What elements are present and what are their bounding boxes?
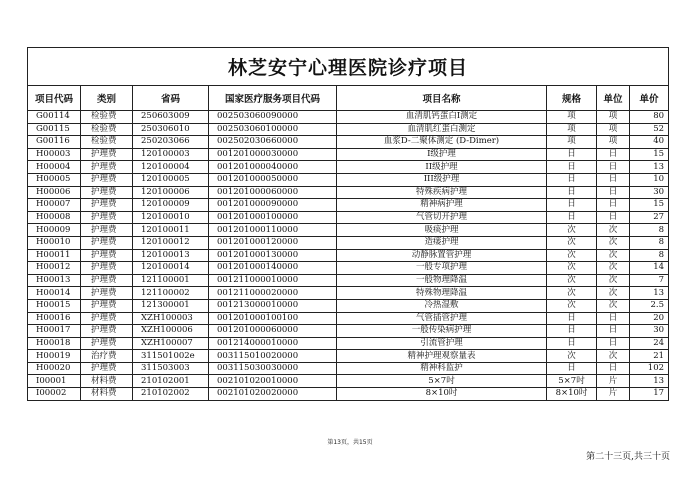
price-list-sheet: [27, 47, 668, 401]
cell-item-name: III级护理: [337, 173, 547, 186]
cell-province-code: 120100011: [133, 224, 209, 237]
cell-spec: 日: [547, 173, 597, 186]
cell-item-code: H00010: [28, 236, 81, 249]
cell-item-name: 精神科监护: [337, 362, 547, 375]
cell-national-code: 001201000140000: [209, 262, 337, 275]
cell-category: 护理费: [81, 199, 133, 212]
cell-price: 40: [630, 136, 669, 149]
cell-price: 8: [630, 249, 669, 262]
cell-spec: 项: [547, 123, 597, 136]
cell-spec: 项: [547, 136, 597, 149]
cell-item-name: 5×7吋: [337, 375, 547, 388]
column-header-price: 单价: [630, 86, 669, 111]
cell-province-code: 120100014: [133, 262, 209, 275]
cell-spec: 日: [547, 199, 597, 212]
cell-item-code: H00003: [28, 148, 81, 161]
cell-unit: 日: [597, 337, 630, 350]
cell-national-code: 002101020010000: [209, 375, 337, 388]
cell-province-code: 120100004: [133, 161, 209, 174]
table-row: [28, 262, 669, 275]
table-row: [28, 111, 669, 124]
table-row: [28, 224, 669, 237]
cell-category: 护理费: [81, 312, 133, 325]
cell-price: 8: [630, 224, 669, 237]
cell-item-code: H00009: [28, 224, 81, 237]
cell-item-name: I级护理: [337, 148, 547, 161]
cell-price: 52: [630, 123, 669, 136]
cell-spec: 次: [547, 287, 597, 300]
cell-price: 13: [630, 287, 669, 300]
cell-national-code: 001201000090000: [209, 199, 337, 212]
cell-item-code: H00015: [28, 299, 81, 312]
cell-spec: 次: [547, 262, 597, 275]
cell-item-code: H00017: [28, 325, 81, 338]
cell-item-code: H00006: [28, 186, 81, 199]
cell-price: 14: [630, 262, 669, 275]
cell-price: 27: [630, 211, 669, 224]
cell-national-code: 002503060100000: [209, 123, 337, 136]
column-header-category: 类别: [81, 86, 133, 111]
table-row: [28, 249, 669, 262]
cell-national-code: 001211000010000: [209, 274, 337, 287]
cell-national-code: 001201000060000: [209, 325, 337, 338]
cell-category: 护理费: [81, 186, 133, 199]
cell-item-name: 一般专项护理: [337, 262, 547, 275]
page-note: 第二十三页,共三十页: [586, 452, 670, 462]
cell-spec: 次: [547, 299, 597, 312]
cell-price: 102: [630, 362, 669, 375]
table-row: [28, 186, 669, 199]
cell-national-code: 001214000010000: [209, 337, 337, 350]
cell-item-code: H00005: [28, 173, 81, 186]
cell-category: 护理费: [81, 274, 133, 287]
cell-unit: 次: [597, 236, 630, 249]
cell-unit: 日: [597, 173, 630, 186]
cell-price: 7: [630, 274, 669, 287]
cell-spec: 次: [547, 249, 597, 262]
cell-national-code: 003115030030000: [209, 362, 337, 375]
cell-unit: 日: [597, 362, 630, 375]
column-header-spec: 规格: [547, 86, 597, 111]
cell-category: 护理费: [81, 262, 133, 275]
cell-spec: 日: [547, 161, 597, 174]
cell-national-code: 001201000130000: [209, 249, 337, 262]
cell-item-name: 冷热湿敷: [337, 299, 547, 312]
cell-national-code: 001213000010000: [209, 299, 337, 312]
cell-national-code: 001201000030000: [209, 148, 337, 161]
cell-category: 护理费: [81, 362, 133, 375]
table-row: [28, 161, 669, 174]
cell-item-code: H00020: [28, 362, 81, 375]
cell-item-code: H00007: [28, 199, 81, 212]
cell-price: 15: [630, 148, 669, 161]
cell-unit: 日: [597, 199, 630, 212]
cell-unit: 次: [597, 299, 630, 312]
cell-category: 护理费: [81, 249, 133, 262]
cell-province-code: 120100010: [133, 211, 209, 224]
cell-item-name: 气管插管护理: [337, 312, 547, 325]
cell-unit: 次: [597, 224, 630, 237]
table-row: [28, 236, 669, 249]
cell-price: 2.5: [630, 299, 669, 312]
cell-category: 护理费: [81, 337, 133, 350]
cell-category: 检验费: [81, 136, 133, 149]
cell-item-name: 血浆D-二聚体测定 (D-Dimer): [337, 136, 547, 149]
cell-spec: 日: [547, 325, 597, 338]
cell-item-code: H00013: [28, 274, 81, 287]
cell-price: 8: [630, 236, 669, 249]
page-number: 第13页，共15页: [327, 439, 373, 446]
cell-spec: 日: [547, 211, 597, 224]
cell-item-code: G00115: [28, 123, 81, 136]
cell-category: 护理费: [81, 211, 133, 224]
cell-spec: 日: [547, 312, 597, 325]
cell-item-code: H00018: [28, 337, 81, 350]
cell-spec: 次: [547, 236, 597, 249]
cell-item-name: 气管切开护理: [337, 211, 547, 224]
cell-item-name: 造瘘护理: [337, 236, 547, 249]
cell-province-code: 120100013: [133, 249, 209, 262]
cell-national-code: 001201000100000: [209, 211, 337, 224]
cell-national-code: 002502030660000: [209, 136, 337, 149]
page-title: 林芝安宁心理医院诊疗项目: [28, 48, 669, 86]
table-row: [28, 136, 669, 149]
cell-national-code: 002101020020000: [209, 388, 337, 401]
cell-province-code: XZH100006: [133, 325, 209, 338]
cell-unit: 次: [597, 274, 630, 287]
cell-item-name: 精神病护理: [337, 199, 547, 212]
cell-item-name: 特殊疾病护理: [337, 186, 547, 199]
cell-national-code: 001201000060000: [209, 186, 337, 199]
cell-price: 13: [630, 375, 669, 388]
cell-item-name: 一般传染病护理: [337, 325, 547, 338]
column-header-unit: 单位: [597, 86, 630, 111]
cell-category: 护理费: [81, 173, 133, 186]
cell-province-code: 120100003: [133, 148, 209, 161]
table-row: [28, 299, 669, 312]
cell-category: 护理费: [81, 236, 133, 249]
cell-unit: 次: [597, 287, 630, 300]
cell-national-code: 002503060090000: [209, 111, 337, 124]
cell-item-code: I00001: [28, 375, 81, 388]
cell-price: 10: [630, 173, 669, 186]
cell-item-code: H00008: [28, 211, 81, 224]
cell-province-code: 121300001: [133, 299, 209, 312]
cell-spec: 日: [547, 337, 597, 350]
cell-national-code: 001201000040000: [209, 161, 337, 174]
cell-province-code: 120100009: [133, 199, 209, 212]
cell-item-name: 一般物理降温: [337, 274, 547, 287]
cell-province-code: 121100001: [133, 274, 209, 287]
cell-national-code: 001201000050000: [209, 173, 337, 186]
cell-province-code: 120100005: [133, 173, 209, 186]
cell-category: 检验费: [81, 123, 133, 136]
table-row: [28, 287, 669, 300]
table-row: [28, 123, 669, 136]
cell-national-code: 001201000120000: [209, 236, 337, 249]
cell-category: 检验费: [81, 111, 133, 124]
cell-province-code: 120100012: [133, 236, 209, 249]
cell-spec: 次: [547, 350, 597, 363]
cell-spec: 次: [547, 224, 597, 237]
cell-category: 护理费: [81, 148, 133, 161]
cell-province-code: XZH100003: [133, 312, 209, 325]
cell-item-code: H00012: [28, 262, 81, 275]
cell-unit: 次: [597, 350, 630, 363]
cell-item-code: H00011: [28, 249, 81, 262]
cell-province-code: XZH100007: [133, 337, 209, 350]
table-row: [28, 337, 669, 350]
cell-category: 护理费: [81, 224, 133, 237]
table-row: [28, 312, 669, 325]
table-row: [28, 211, 669, 224]
cell-category: 护理费: [81, 287, 133, 300]
cell-item-code: H00004: [28, 161, 81, 174]
cell-price: 30: [630, 186, 669, 199]
cell-province-code: 250203066: [133, 136, 209, 149]
cell-price: 80: [630, 111, 669, 124]
cell-spec: 日: [547, 362, 597, 375]
cell-item-code: H00019: [28, 350, 81, 363]
table-row: [28, 199, 669, 212]
cell-category: 护理费: [81, 325, 133, 338]
cell-item-name: 精神护理观察量表: [337, 350, 547, 363]
cell-category: 治疗费: [81, 350, 133, 363]
cell-unit: 日: [597, 148, 630, 161]
cell-price: 15: [630, 199, 669, 212]
cell-item-code: G00116: [28, 136, 81, 149]
cell-province-code: 311501002e: [133, 350, 209, 363]
cell-national-code: 003115010020000: [209, 350, 337, 363]
cell-unit: 日: [597, 312, 630, 325]
cell-unit: 次: [597, 262, 630, 275]
table-row: [28, 325, 669, 338]
cell-category: 材料费: [81, 375, 133, 388]
cell-price: 17: [630, 388, 669, 401]
cell-unit: 项: [597, 111, 630, 124]
cell-price: 13: [630, 161, 669, 174]
price-table: [27, 47, 669, 401]
cell-spec: 日: [547, 186, 597, 199]
cell-spec: 5×7吋: [547, 375, 597, 388]
cell-unit: 日: [597, 325, 630, 338]
cell-item-name: 特殊物理降温: [337, 287, 547, 300]
cell-item-name: 引流管护理: [337, 337, 547, 350]
cell-price: 20: [630, 312, 669, 325]
cell-unit: 日: [597, 211, 630, 224]
cell-item-code: I00002: [28, 388, 81, 401]
cell-item-code: G00114: [28, 111, 81, 124]
table-row: [28, 148, 669, 161]
cell-item-name: 动静脉置管护理: [337, 249, 547, 262]
cell-item-name: 8×10吋: [337, 388, 547, 401]
cell-price: 30: [630, 325, 669, 338]
cell-province-code: 121100002: [133, 287, 209, 300]
table-row: [28, 274, 669, 287]
cell-spec: 项: [547, 111, 597, 124]
cell-province-code: 210102002: [133, 388, 209, 401]
cell-unit: 项: [597, 136, 630, 149]
cell-item-name: 血清肌钙蛋白I测定: [337, 111, 547, 124]
cell-unit: 项: [597, 123, 630, 136]
table-row: [28, 362, 669, 375]
cell-category: 材料费: [81, 388, 133, 401]
column-header-province-code: 省码: [133, 86, 209, 111]
cell-spec: 8×10吋: [547, 388, 597, 401]
cell-price: 24: [630, 337, 669, 350]
table-row: [28, 173, 669, 186]
column-header-item-name: 项目名称: [337, 86, 547, 111]
cell-category: 护理费: [81, 161, 133, 174]
column-header-item-code: 项目代码: [28, 86, 81, 111]
cell-unit: 日: [597, 161, 630, 174]
cell-unit: 次: [597, 249, 630, 262]
table-row: [28, 350, 669, 363]
cell-national-code: 001211000020000: [209, 287, 337, 300]
cell-national-code: 001201000110000: [209, 224, 337, 237]
column-header-national-code: 国家医疗服务项目代码: [209, 86, 337, 111]
cell-item-name: II级护理: [337, 161, 547, 174]
cell-province-code: 311503003: [133, 362, 209, 375]
cell-province-code: 210102001: [133, 375, 209, 388]
cell-spec: 日: [547, 148, 597, 161]
table-row: [28, 388, 669, 401]
cell-item-code: H00016: [28, 312, 81, 325]
cell-national-code: 001201000100100: [209, 312, 337, 325]
cell-item-code: H00014: [28, 287, 81, 300]
cell-item-name: 吸痰护理: [337, 224, 547, 237]
cell-unit: 日: [597, 186, 630, 199]
cell-province-code: 250306010: [133, 123, 209, 136]
cell-spec: 次: [547, 274, 597, 287]
cell-unit: 片: [597, 388, 630, 401]
cell-item-name: 血清肌红蛋白测定: [337, 123, 547, 136]
cell-province-code: 120100006: [133, 186, 209, 199]
cell-unit: 片: [597, 375, 630, 388]
cell-price: 21: [630, 350, 669, 363]
cell-category: 护理费: [81, 299, 133, 312]
table-row: [28, 375, 669, 388]
cell-province-code: 250603009: [133, 111, 209, 124]
